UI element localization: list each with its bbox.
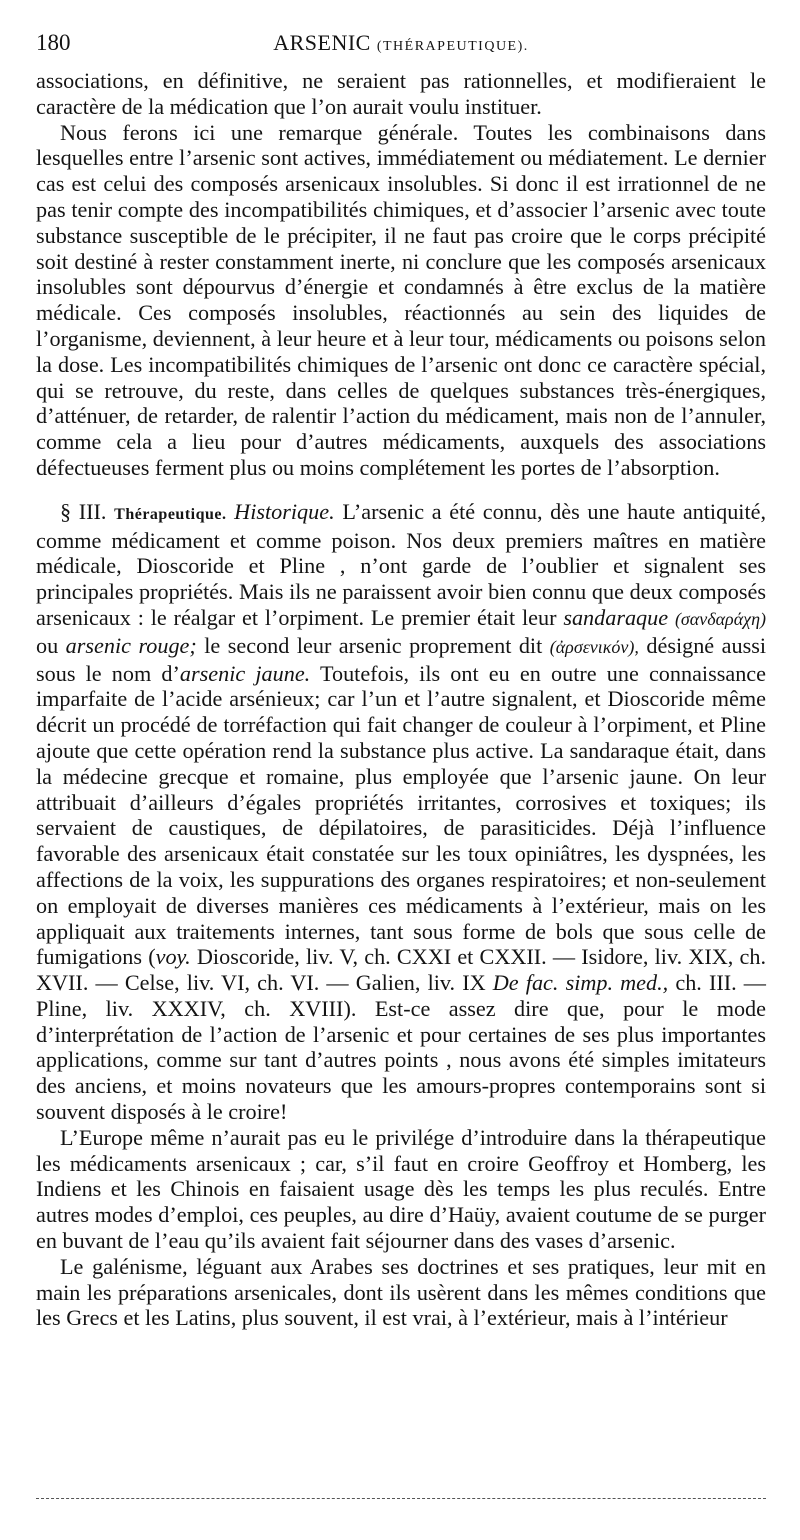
text-run: le second leur arsenic proprement dit bbox=[196, 632, 550, 658]
page-number: 180 bbox=[36, 30, 71, 55]
italic-term: arsenic rouge; bbox=[65, 632, 197, 658]
body-text bbox=[36, 68, 766, 1331]
italic-term: voy. bbox=[155, 944, 191, 970]
greek-term: (ἀρσενικόν), bbox=[549, 636, 639, 657]
greek-term: (σανδαράχη) bbox=[674, 608, 766, 629]
section-therapeutique bbox=[36, 499, 766, 1125]
italic-term: arsenic jaune. bbox=[179, 660, 311, 686]
text-run: Dioscoride, liv. V, ch. CXXI et CXXII. — Isidore, liv. XIX, ch. XVII. — Celse, liv. VI, ch. VI. — Galien, liv. IX bbox=[36, 944, 767, 996]
section-title: Thérapeutique. bbox=[114, 505, 227, 523]
italic-term: sandaraque bbox=[563, 604, 669, 630]
paragraph-europe: L’Europe même n’aurait pas eu le privilége d’introduire dans la thérapeutique les médicaments arsenicaux ; car, s’il faut en croire Geoffroy et Homberg, les Indiens et les Chinois en faisaient usage dès les temps les plus reculés. Entre autres modes d’emploi, ces peuples, au dire d’Haüy, avaient coutume de se purger en buvant de l’eau qu’ils avaient fait séjourner dans des vases d’arsenic. bbox=[36, 1124, 766, 1254]
italic-term: De fac. simp. med., bbox=[492, 970, 669, 996]
running-title bbox=[36, 30, 766, 56]
running-title-main: ARSENIC bbox=[273, 30, 371, 55]
text-run: L’arsenic a été connu, dès une haute antiquité, comme médicament et comme poison. Nos deux premiers maîtres en matière médicale, Dioscoride et Pline , n’ont garde de l’oublier et signalent ses principales propriétés. Mais ils ne paraissent avoir bien connu que deux composés arsenicaux : le réalgar et l’orpiment. Le premier était leur bbox=[36, 498, 767, 630]
running-header bbox=[36, 30, 766, 60]
text-run: ch. III. — Pline, liv. XXXIV, ch. XVIII). Est-ce assez dire que, pour le mode d’interprétation de l’action de l’arsenic et pour certaines de ses plus importantes applications, comme sur tant d’autres points , nous avons été simples imitateurs des anciens, et moins novateurs que les amours-propres contemporains sont si souvent disposés à le croire! bbox=[36, 970, 766, 1125]
text-run: désigné aussi sous le nom d’ bbox=[36, 632, 767, 686]
paragraph-continuation: associations, en définitive, ne seraient pas rationnelles, et modifieraient le caractère de la médication que l’on aurait voulu instituer. bbox=[36, 68, 766, 119]
text-run: Toutefois, ils ont eu en outre une connaissance imparfaite de l’acide arsénieux; car l’un et l’autre signalent, et Dioscoride même décrit un procédé de torréfaction qui fait changer de couleur à l’orpiment, et Pline ajoute que cette opération rend la substance plus active. La sandaraque était, dans la médecine grecque et romaine, plus employée que l’arsenic jaune. On leur attribuait d’ailleurs d’égales propriétés irritantes, corrosives et toxiques; ils servaient de caustiques, de dépilatoires, de parasiticides. Déjà l’influence favorable des arsenicaux était constatée sur les toux opiniâtres, les dyspnées, les affections de la voix, les suppurations des organes respiratoires; et non-seulement on employait de diverses manières ces médicaments à l’extérieur, mais on les appliquait aux traitements internes, tant sous forme de bols que sous celle de fumigations ( bbox=[36, 660, 766, 970]
text-run: ou bbox=[36, 632, 66, 658]
paragraph-general-remark: Nous ferons ici une remarque générale. Toutes les combinaisons dans lesquelles entre l’arsenic sont actives, immédiatement ou médiatement. Le dernier cas est celui des composés arsenicaux insolubles. Si donc il est irrationnel de ne pas tenir compte des incompatibilités chimiques, et d’associer l’arsenic avec toute substance susceptible de le précipiter, il ne faut pas croire que le corps précipité soit destiné à rester constamment inerte, ni conclure que les composés arsenicaux insolubles sont dépourvus d’énergie et condamnés à être exclus de la matière médicale. Ces composés insolubles, réactionnés au sein des liquides de l’organisme, deviennent, à leur heure et à leur tour, médicaments ou poisons selon la dose. Les incompatibilités chimiques de l’arsenic ont donc ce caractère spécial, qui se retrouve, du reste, dans celles de quelques substances très-énergiques, d’atténuer, de retarder, de ralentir l’action du médicament, mais non de l’annuler, comme cela a lieu pour d’autres médicaments, auxquels des associations défectueuses ferment plus ou moins complétement les portes de l’absorption. bbox=[36, 119, 766, 480]
section-mark: § III. bbox=[60, 498, 107, 524]
running-title-subtitle: (THÉRAPEUTIQUE). bbox=[376, 39, 529, 54]
paragraph-galenisme: Le galénisme, léguant aux Arabes ses doctrines et ses pratiques, leur mit en main les préparations arsenicales, dont ils usèrent dans les mêmes conditions que les Grecs et les Latins, plus souvent, il est vrai, à l’extérieur, mais à l’intérieur bbox=[36, 1253, 766, 1331]
section-subheading: Historique. bbox=[234, 498, 335, 524]
footer-divider bbox=[36, 1498, 766, 1499]
